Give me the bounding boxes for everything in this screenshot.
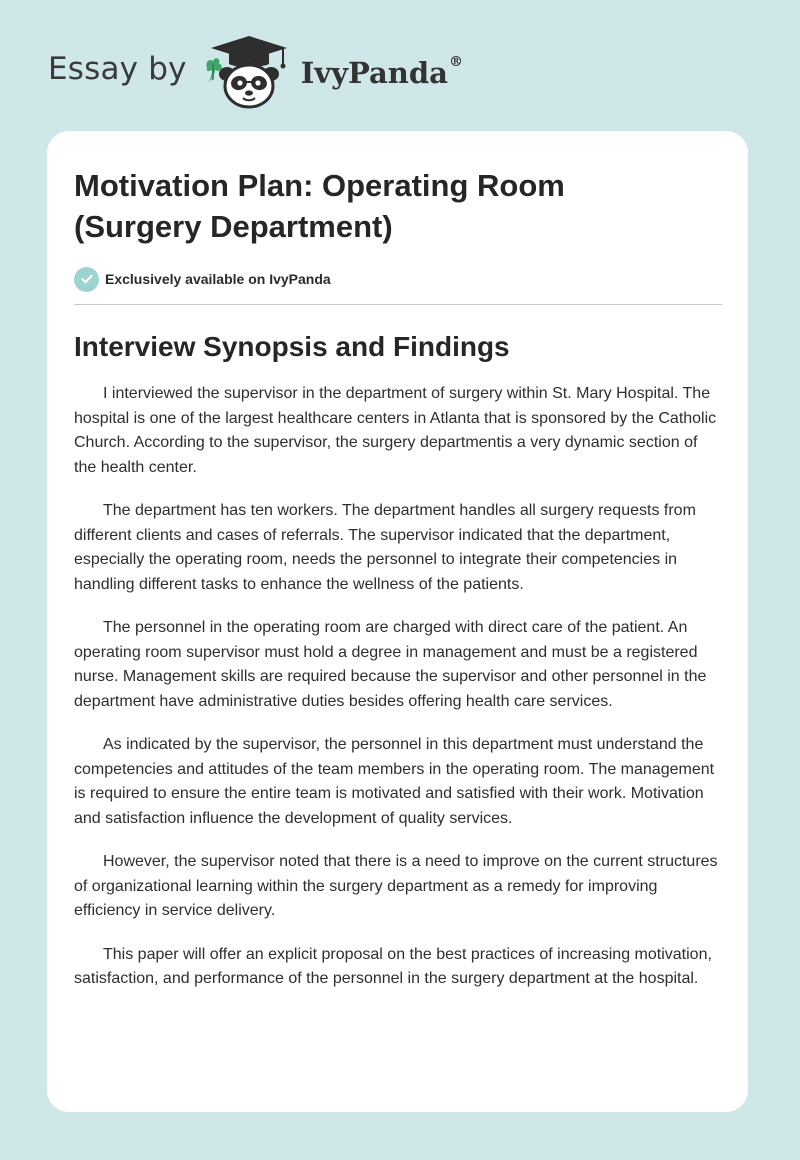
paragraph-5: However, the supervisor noted that there is a need to improve on the current structures of organizational learning within the surgery department as a remedy for improving efficiency in service delivery. xyxy=(74,853,718,919)
essay-by-label: Essay by xyxy=(48,51,187,87)
paragraph-4: As indicated by the supervisor, the personnel in this department must understand the competencies and attitudes of the team members in the operating room. The management is required to ensure the entire team is motivated and satisfied with their work. Motivation and satisfaction influence the development of quality services. xyxy=(74,736,715,827)
exclusive-text: Exclusively available on IvyPanda xyxy=(105,271,331,287)
page-title xyxy=(74,165,722,247)
paragraph-2: The department has ten workers. The department handles all surgery requests from different clients and cases of referrals. The supervisor indicated that the department, especially the operating room, needs the personnel to integrate their competencies in handling different tasks to enhance the wellness of the patients. xyxy=(74,502,696,593)
ivy-leaf-icon xyxy=(206,58,221,82)
title-line-1: Motivation Plan: Operating Room xyxy=(74,168,565,203)
paragraph-3: The personnel in the operating room are charged with direct care of the patient. An operating room supervisor must hold a degree in management and must be a registered nurse. Management skills are required because the supervisor and other personnel in the department have administrative duties besides offering health care services. xyxy=(74,619,707,710)
ivypanda-graduate-panda-icon[interactable] xyxy=(203,34,295,110)
divider xyxy=(74,304,722,305)
paragraph-1: I interviewed the supervisor in the department of surgery within St. Mary Hospital. The hospital is one of the largest healthcare centers in Atlanta that is sponsored by the Catholic Church. According to the supervisor, the surgery departmentis a very dynamic section of the health center. xyxy=(74,385,717,476)
article-card xyxy=(47,131,748,1112)
paragraph-6: This paper will offer an explicit proposal on the best practices of increasing motivation, satisfaction, and performance of the personnel in the surgery department at the hospital. xyxy=(74,945,712,987)
registered-mark: ® xyxy=(448,54,463,70)
exclusive-badge xyxy=(74,266,722,292)
section-heading: Interview Synopsis and Findings xyxy=(74,331,510,362)
checkmark-icon xyxy=(74,267,99,292)
site-header xyxy=(48,34,463,110)
title-line-2: (Surgery Department) xyxy=(74,209,393,244)
brand-name[interactable]: IvyPanda® xyxy=(300,54,463,90)
